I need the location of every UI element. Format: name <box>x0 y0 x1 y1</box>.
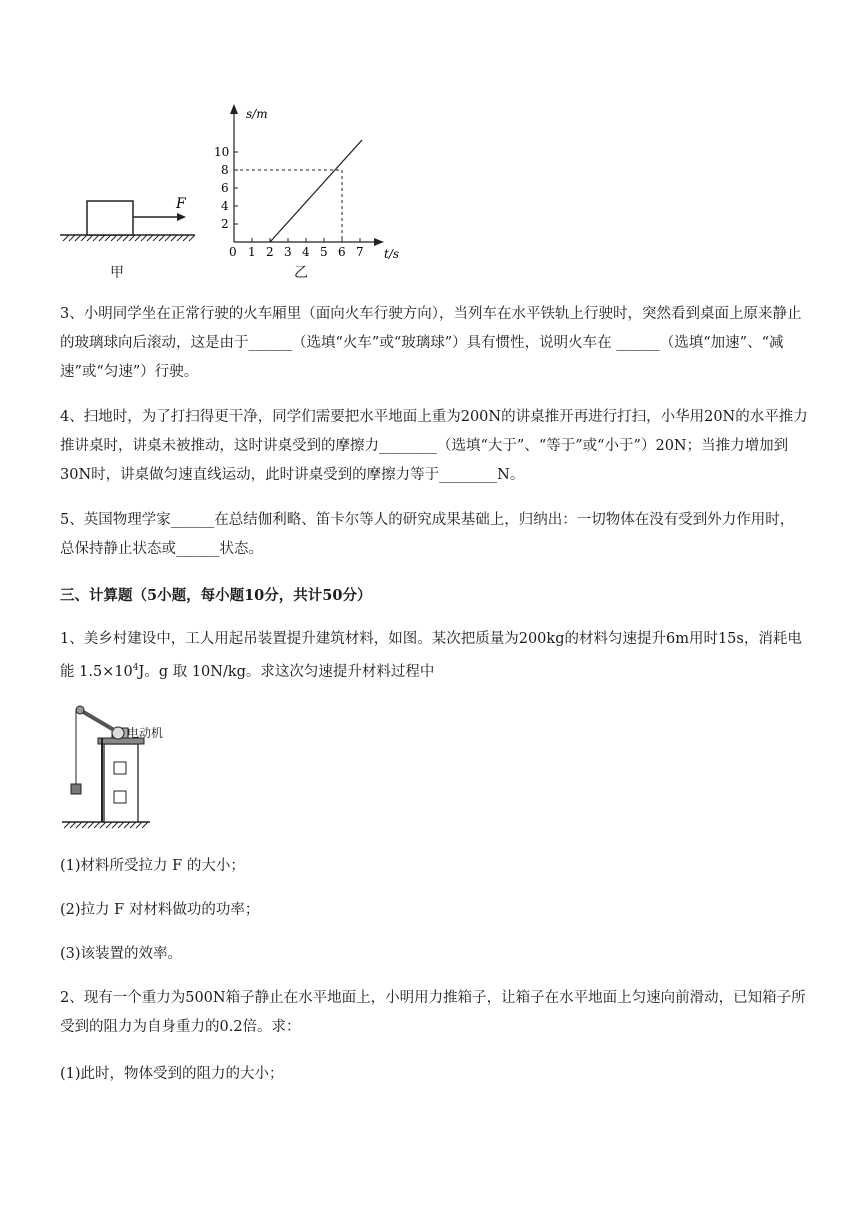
question-text: 英国物理学家______在总结伽利略、笛卡尔等人的研究成果基础上，归纳出：一切物体在没有受到外力作用时，总保持静止状态或______状态。 <box>60 512 795 557</box>
motor-label: 电动机 <box>127 726 164 740</box>
data-line <box>270 140 362 242</box>
question-number: 1、 <box>60 631 84 647</box>
question-number: 3、 <box>60 306 84 322</box>
exponent: 4 <box>132 663 139 673</box>
question-text: 现有一个重力为500N箱子静止在水平地面上，小明用力推箱子，让箱子在水平地面上匀速向前滑动，已知箱子所受到的阻力为自身重力的0.2倍。求： <box>60 990 806 1035</box>
label-jia: 甲 <box>110 265 124 281</box>
sub-question-1: (1)此时，物体受到的阻力的大小； <box>60 1066 284 1082</box>
calc-question-1 <box>60 625 808 687</box>
question-3 <box>60 300 808 387</box>
x-axis-label: t/s <box>384 247 400 261</box>
question-number: 2、 <box>60 990 84 1006</box>
crane-figure <box>58 700 188 835</box>
calc-question-2 <box>60 984 808 1042</box>
y-tick: 6 <box>221 181 229 195</box>
x-tick: 0 <box>229 245 237 259</box>
x-tick: 6 <box>338 245 346 259</box>
y-tick: 2 <box>221 217 229 231</box>
question-5 <box>60 506 808 564</box>
figure-yi-graph <box>210 100 410 265</box>
x-tick: 4 <box>302 245 310 259</box>
section-title: 三、计算题（5小题，每小题10分，共计50分） <box>60 587 372 604</box>
question-number: 5、 <box>60 512 84 528</box>
y-tick: 8 <box>221 163 229 177</box>
sub-question-2: (2)拉力 F 对材料做功的功率； <box>60 902 260 918</box>
question-4 <box>60 403 808 490</box>
load <box>71 784 81 794</box>
force-label: F <box>176 196 186 212</box>
x-tick: 3 <box>284 245 292 259</box>
y-axis-label: s/m <box>246 107 268 121</box>
sub-question-1: (1)材料所受拉力 F 的大小； <box>60 858 245 874</box>
building <box>104 744 138 822</box>
sub-question-3: (3)该装置的效率。 <box>60 946 183 962</box>
question-text: 美乡村建设中，工人用起吊装置提升建筑材料，如图。某次把质量为200kg的材料匀速提升6m用时15s，消耗电能 1.5×10 <box>60 631 802 680</box>
question-number: 4、 <box>60 409 84 425</box>
label-yi: 乙 <box>294 265 308 281</box>
boom <box>80 710 114 730</box>
x-tick: 7 <box>356 245 364 259</box>
x-tick: 1 <box>248 245 256 259</box>
question-text-cont: J。g 取 10N/kg。求这次匀速提升材料过程中 <box>138 663 435 680</box>
y-tick: 10 <box>214 145 230 159</box>
figure-jia <box>55 185 205 245</box>
question-text: 小明同学坐在正常行驶的火车厢里（面向火车行驶方向），当列车在水平铁轨上行驶时，突然看到桌面上原来静止的玻璃球向后滚动，这是由于______（选填“火车”或“玻璃球”）具有惯性，说明火车在 ______（选填“加速”、“减速”或“匀速”）行驶。 <box>60 306 802 380</box>
block <box>87 201 133 235</box>
x-tick: 2 <box>266 245 274 259</box>
x-tick: 5 <box>320 245 328 259</box>
y-tick: 4 <box>221 199 229 213</box>
question-text: 扫地时，为了打扫得更干净，同学们需要把水平地面上重为200N的讲桌推开再进行打扫，小华用20N的水平推力推讲桌时，讲桌未被推动，这时讲桌受到的摩擦力________（选填“大于”、“等于”或“小于”）20N；当推力增加到30N时，讲桌做匀速直线运动，此时讲桌受到的摩擦力等于________N。 <box>60 409 808 483</box>
